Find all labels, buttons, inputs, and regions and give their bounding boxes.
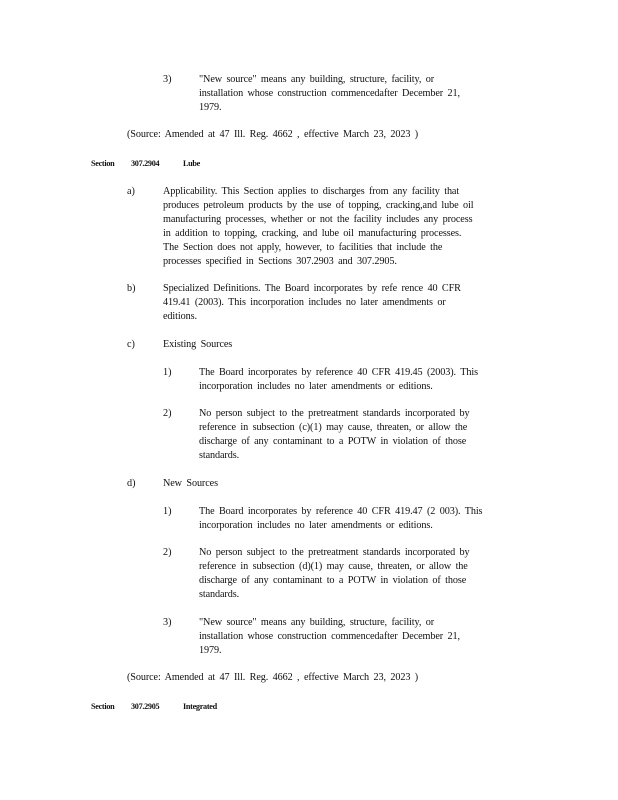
paragraph-line: produces petroleum products by the use of topping, cracking,and lube oil — [163, 200, 474, 211]
paragraph-line: reference in subsection (c)(1) may cause, threaten, or allow the — [199, 422, 468, 433]
paragraph-line: manufacturing processes, whether or not the facility includes any process — [163, 214, 473, 225]
item-letter: b) — [127, 283, 136, 294]
paragraph-line: 1979. — [199, 645, 222, 656]
paragraph-line: The Section does not apply, however, to facilities that include the — [163, 242, 443, 253]
paragraph-line: "New source" means any building, structure, facility, or — [199, 74, 435, 85]
paragraph-line: No person subject to the pretreatment standards incorporated by — [199, 547, 470, 558]
item-letter: c) — [127, 339, 135, 350]
item-number: 2) — [163, 547, 172, 558]
section-title: Integrated — [183, 702, 217, 711]
paragraph-line: incorporation includes no later amendments or editions. — [199, 381, 433, 392]
paragraph-line: incorporation includes no later amendments or editions. — [199, 520, 433, 531]
paragraph-line: standards. — [199, 450, 240, 461]
section-title: Lube — [183, 159, 201, 168]
paragraph-line: 1979. — [199, 102, 222, 113]
paragraph-line: in addition to topping, cracking, and lube oil manufacturing processes. — [163, 228, 462, 239]
item-letter: d) — [127, 478, 136, 489]
section-label: Section — [91, 159, 115, 168]
paragraph-line: Specialized Definitions. The Board incorporates by refe rence 40 CFR — [163, 283, 461, 294]
paragraph-line: installation whose construction commencedafter December 21, — [199, 631, 460, 642]
item-number: 3) — [163, 74, 172, 85]
paragraph-line: editions. — [163, 311, 197, 322]
item-number: 1) — [163, 506, 172, 517]
source-note: (Source: Amended at 47 Ill. Reg. 4662 , effective March 23, 2023 ) — [127, 129, 419, 140]
paragraph-line: installation whose construction commencedafter December 21, — [199, 88, 460, 99]
paragraph-line: "New source" means any building, structure, facility, or — [199, 617, 435, 628]
section-label: Section — [91, 702, 115, 711]
subsection-title: New Sources — [163, 478, 218, 489]
item-number: 3) — [163, 617, 172, 628]
paragraph-line: standards. — [199, 589, 240, 600]
subsection-title: Existing Sources — [163, 339, 233, 350]
paragraph-line: Applicability. This Section applies to discharges from any facility that — [163, 186, 460, 197]
paragraph-line: discharge of any contaminant to a POTW in violation of those — [199, 575, 467, 586]
paragraph-line: discharge of any contaminant to a POTW in violation of those — [199, 436, 467, 447]
section-number: 307.2905 — [131, 702, 160, 711]
item-number: 2) — [163, 408, 172, 419]
paragraph-line: reference in subsection (d)(1) may cause, threaten, or allow the — [199, 561, 468, 572]
paragraph-line: The Board incorporates by reference 40 CFR 419.45 (2003). This — [199, 367, 478, 378]
paragraph-line: The Board incorporates by reference 40 CFR 419.47 (2 003). This — [199, 506, 483, 517]
paragraph-line: processes specified in Sections 307.2903 and 307.2905. — [163, 256, 397, 267]
paragraph-line: 419.41 (2003). This incorporation includes no later amendments or — [163, 297, 446, 308]
source-note: (Source: Amended at 47 Ill. Reg. 4662 , effective March 23, 2023 ) — [127, 672, 419, 683]
section-number: 307.2904 — [131, 159, 160, 168]
item-number: 1) — [163, 367, 172, 378]
paragraph-line: No person subject to the pretreatment standards incorporated by — [199, 408, 470, 419]
item-letter: a) — [127, 186, 135, 197]
